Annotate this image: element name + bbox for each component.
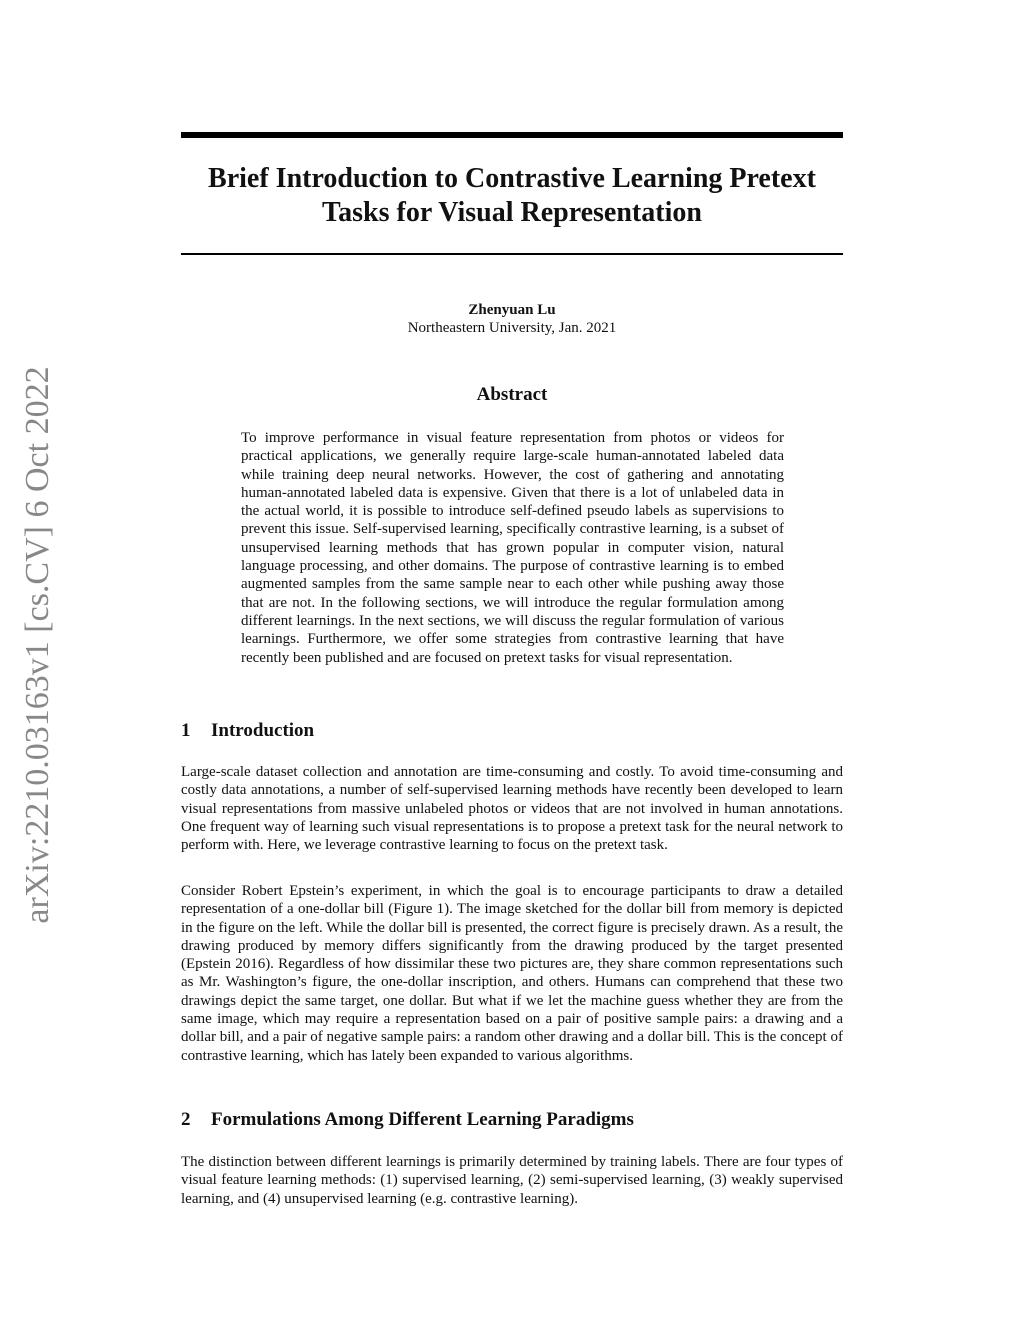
author-affiliation: Northeastern University, Jan. 2021 bbox=[407, 320, 617, 336]
arxiv-identifier-stamp: arXiv:2210.03163v1 [cs.CV] 6 Oct 2022 bbox=[19, 366, 56, 924]
abstract-text: To improve performance in visual feature representation from photos or videos for practical applications, we generally require large-scale human-annotated labeled data while training deep neural networks. However, the cost of gathering and annotating human-annotated labeled data is expensive. Given that there is a lot of unlabeled data in the actual world, it is possible to introduce self-defined pseudo labels as supervisions to prevent this issue. Self-supervised learning, specifically contrastive learning, is a subset of unsupervised learning methods that has grown popular in computer vision, natural language processing, and other domains. The purpose of contrastive learning is to embed augmented samples from the same sample near to each other while pushing away those that are not. In the following sections, we will introduce the regular formulation among different learnings. In the next sections, we will discuss the regular formulation of various learnings. Furthermore, we offer some strategies from contrastive learning that have recently been published and are focused on pretext tasks for visual representation. bbox=[241, 430, 784, 666]
title-top-rule bbox=[181, 132, 843, 138]
section-title: Introduction bbox=[211, 720, 315, 741]
section-number: 1 bbox=[181, 720, 191, 741]
paragraph-text: Large-scale dataset collection and annotation are time-consuming and costly. To avoid time-consuming and costly data annotations, a number of self-supervised learning methods have recently been developed to learn visual representations from massive unlabeled photos or videos that are not involved in human annotations. One frequent way of learning such visual representations is to propose a pretext task for the neural network to perform with. Here, we leverage contrastive learning to focus on the pretext task. bbox=[181, 764, 843, 854]
paper-title-line-1: Brief Introduction to Contrastive Learning Pretext bbox=[208, 163, 816, 194]
abstract-heading: Abstract bbox=[476, 384, 548, 405]
intro-paragraph-1 bbox=[181, 763, 843, 854]
section-heading-introduction bbox=[181, 720, 843, 742]
paper-title bbox=[181, 162, 843, 230]
author-name: Zhenyuan Lu bbox=[468, 302, 556, 318]
section-heading-formulations bbox=[181, 1109, 843, 1131]
paragraph-text: The distinction between different learnings is primarily determined by training labels. There are four types of visual feature learning methods: (1) supervised learning, (2) semi-supervised learning, (3) weakly supervised learning, and (4) unsupervised learning (e.g. contrastive learning). bbox=[181, 1154, 843, 1207]
section-number: 2 bbox=[181, 1109, 191, 1130]
intro-paragraph-2 bbox=[181, 882, 843, 1065]
title-bottom-rule bbox=[181, 253, 843, 255]
section-title: Formulations Among Different Learning Paradigms bbox=[211, 1109, 634, 1130]
formulations-paragraph-1 bbox=[181, 1153, 843, 1208]
paper-title-line-2: Tasks for Visual Representation bbox=[322, 197, 702, 228]
paragraph-text: Consider Robert Epstein’s experiment, in which the goal is to encourage participants to draw a detailed representation of a one-dollar bill (Figure 1). The image sketched for the dollar bill from memory is depicted in the figure on the left. While the dollar bill is presented, the correct figure is precisely drawn. As a result, the drawing produced by memory differs significantly from the drawing produced by the target presented (Epstein 2016). Regardless of how dissimilar these two pictures are, they share common representations such as Mr. Washington’s figure, the one-dollar inscription, and others. Humans can comprehend that these two drawings depict the same target, one dollar. But what if we let the machine guess whether they are from the same image, which may require a representation based on a pair of positive sample pairs: a drawing and a dollar bill, and a pair of negative sample pairs: a random other drawing and a dollar bill. This is the concept of contrastive learning, which has lately been expanded to various algorithms. bbox=[181, 883, 843, 1064]
